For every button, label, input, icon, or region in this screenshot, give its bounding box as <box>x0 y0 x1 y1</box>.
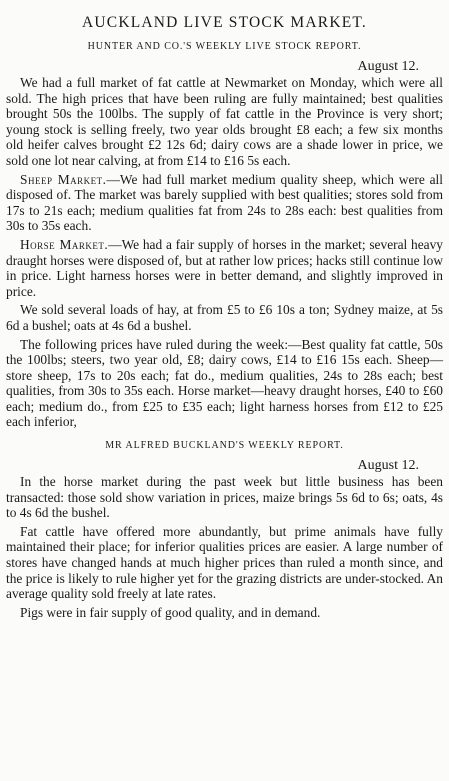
paragraph <box>6 337 443 431</box>
report-heading: MR ALFRED BUCKLAND'S WEEKLY REPORT. <box>105 440 344 452</box>
paragraph <box>6 172 443 234</box>
section-lead: Sheep Market. <box>20 171 107 187</box>
paragraph <box>6 75 443 169</box>
hunter-report <box>6 40 443 430</box>
report-date: August 12. <box>357 458 419 474</box>
paragraph-text: We had a full market of fat cattle at Newmarket on Monday, which were all sold. The high prices that have been ruling are fully maintained; best qualities brought 50s the 100lbs. The supply of fat cattle in the Province is very short; young stock is selling freely, two year olds brought £8 each; a few six months old heifer calves brought £2 12s 6d; dairy cows are a shade lower in price, we sold one lot near calving, at from £14 to £16 5s each. <box>6 75 443 168</box>
report-heading: HUNTER AND CO.'S WEEKLY LIVE STOCK REPORT. <box>87 41 362 52</box>
section-lead: Horse Market. <box>20 236 109 252</box>
paragraph <box>6 605 443 621</box>
paragraph-text: Pigs were in fair supply of good quality, and in demand. <box>20 604 321 620</box>
paragraph-text: The following prices have ruled during the week:—Best quality fat cattle, 50s the 100lbs; steers, two year old, £8; dairy cows, £14 to £16 15s each. Sheep—store sheep, 17s to 20s each; fat do., medium qualities, 24s to 28s each; best qualities, from 30s to 35s each. Horse market—heavy draught horses, £40 to £60 each; medium do., from £25 to £35 each; light harness horses from £12 to £25 each inferior, <box>6 336 443 430</box>
report-body <box>6 75 443 430</box>
report-body <box>6 474 443 620</box>
report-date: August 12. <box>357 59 419 74</box>
paragraph-text: In the horse market during the past week but little business has been transacted: those sold show variation in prices, maize brings 5s 6d to 6s; oats, 4s to 4s 6d the bushel. <box>6 474 443 521</box>
paragraph <box>6 302 443 333</box>
paragraph-text: We sold several loads of hay, at from £5 to £6 10s a ton; Sydney maize, at 5s 6d a bushel; oats at 4s 6d a bushel. <box>6 302 443 333</box>
paragraph-text: —We had a fair supply of horses in the market; several heavy draught horses were disposed of, but at rather low prices; hacks still continue low in price. Light harness horses were in better demand, and slightly improved in price. <box>6 236 443 299</box>
paragraph <box>6 474 443 521</box>
paragraph-text: Fat cattle have offered more abundantly, but prime animals have fully maintained their place; for inferior qualities prices are easier. A large number of stores have changed hands at much higher prices than ruled a month since, and the price is likely to rule higher yet for the grazing districts are under-stocked. An average quality sold freely at late rates. <box>6 523 443 602</box>
paragraph-text: —We had full market medium quality sheep, which were all disposed of. The market was barely supplied with best qualities; stores sold from 17s to 21s each; medium qualities fat from 24s to 28s each: best qualities from 30s to 35s each. <box>6 171 443 234</box>
paragraph <box>6 524 443 602</box>
article-title: AUCKLAND LIVE STOCK MARKET. <box>82 14 367 31</box>
buckland-report <box>6 439 443 620</box>
paragraph <box>6 237 443 299</box>
